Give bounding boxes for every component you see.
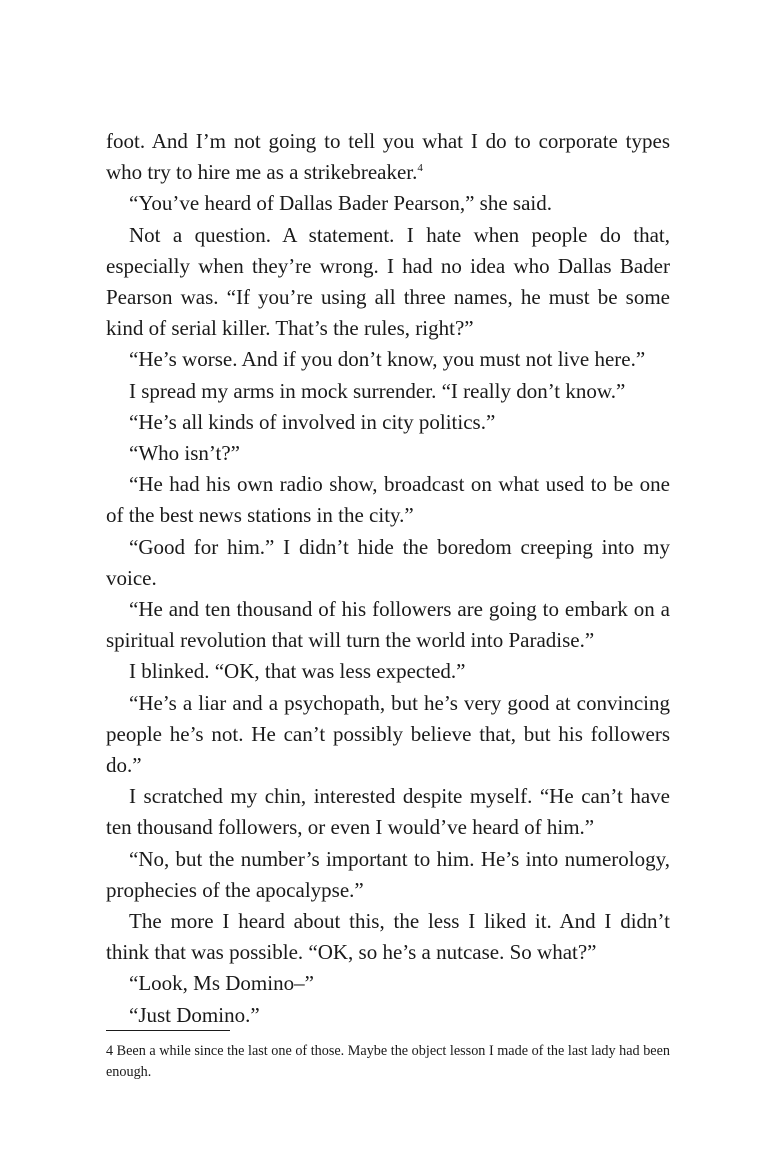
paragraph: “Just Domino.” <box>129 1002 260 1027</box>
footnote-rule <box>106 1030 230 1031</box>
paragraph: “He’s a liar and a psychopath, but he’s very good at convincing people he’s not. He can’t possibly believe that, but his followers do.” <box>106 690 670 778</box>
paragraph: “He and ten thousand of his followers are going to embark on a spiritual revolution that will turn the world into Paradise.” <box>106 597 670 653</box>
paragraph: “You’ve heard of Dallas Bader Pearson,” she said. <box>129 191 552 216</box>
paragraph-text: foot. And I’m not going to tell you what I do to corporate types who try to hire me as a strikebreaker. <box>106 129 670 185</box>
paragraph: “No, but the number’s important to him. He’s into numerology, prophecies of the apocalypse.” <box>106 846 670 902</box>
paragraph: “Who isn’t?” <box>129 441 240 466</box>
body-text <box>106 126 670 1031</box>
footnote-reference: 4 <box>417 162 423 175</box>
paragraph: I blinked. “OK, that was less expected.” <box>129 659 466 684</box>
paragraph: “Look, Ms Domino–” <box>129 971 314 996</box>
paragraph: “Good for him.” I didn’t hide the boredom creeping into my voice. <box>106 534 670 590</box>
paragraph: Not a question. A statement. I hate when people do that, especially when they’re wrong. I had no idea who Dallas Bader Pearson was. “If you’re using all three names, he must be some kind of serial killer. That’s the rules, right?” <box>106 222 670 341</box>
paragraph: “He’s all kinds of involved in city politics.” <box>129 409 496 434</box>
paragraph: I scratched my chin, interested despite myself. “He can’t have ten thousand followers, or even I would’ve heard of him.” <box>106 784 670 840</box>
footnote: 4 Been a while since the last one of those. Maybe the object lesson I made of the last lady had been enough. <box>106 1043 670 1080</box>
paragraph: “He had his own radio show, broadcast on what used to be one of the best news stations in the city.” <box>106 472 670 528</box>
paragraph: I spread my arms in mock surrender. “I really don’t know.” <box>129 378 626 403</box>
paragraph: “He’s worse. And if you don’t know, you must not live here.” <box>129 347 646 372</box>
paragraph-continued <box>106 126 670 188</box>
paragraph: The more I heard about this, the less I liked it. And I didn’t think that was possible. “OK, so he’s a nutcase. So what?” <box>106 909 670 965</box>
